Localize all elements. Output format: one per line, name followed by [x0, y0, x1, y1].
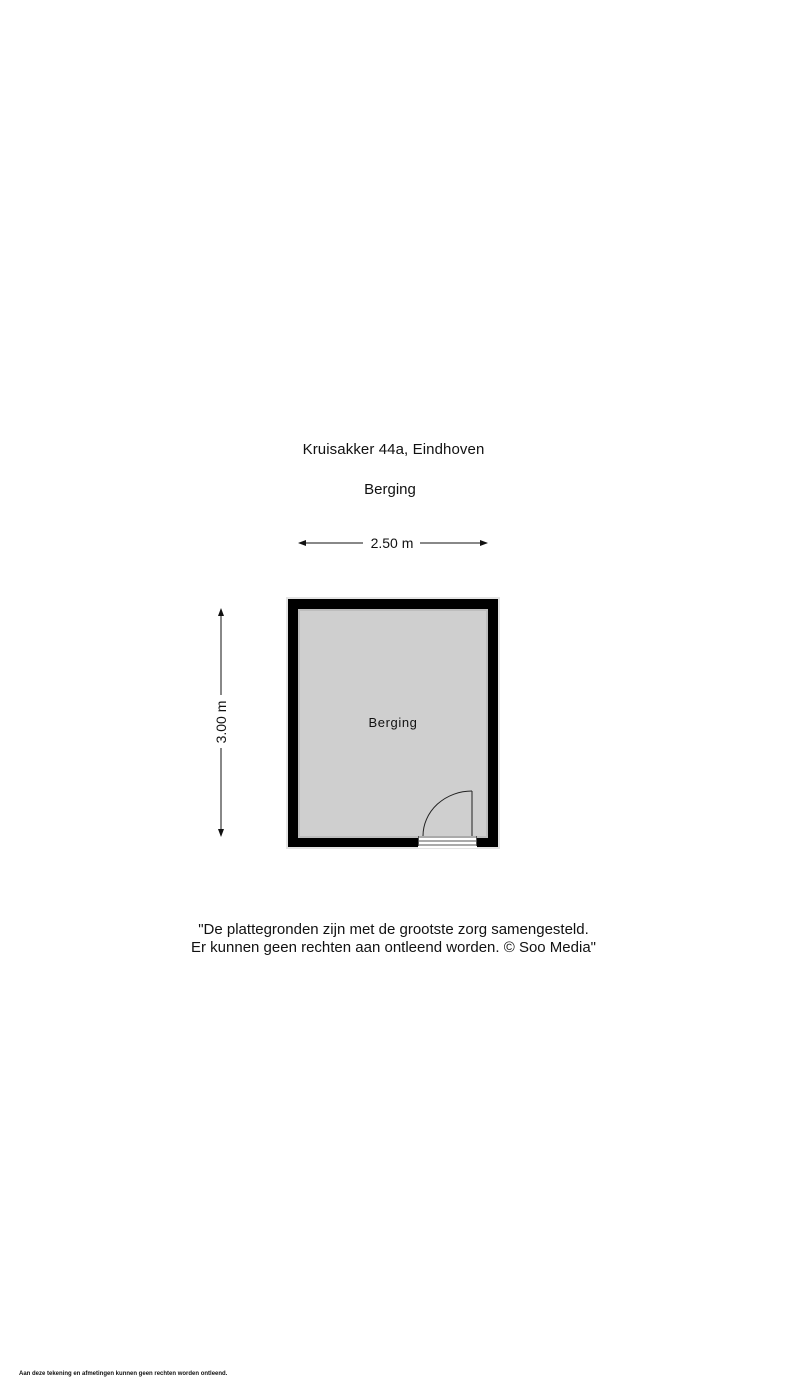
door-opening: [418, 836, 477, 848]
floor-title: Berging: [364, 481, 416, 498]
footer-note: Aan deze tekening en afmetingen kunnen geen rechten worden ontleend.: [19, 1371, 228, 1377]
room-label: Berging: [368, 715, 418, 730]
width-dimension: [299, 535, 487, 551]
disclaimer: [0, 921, 787, 957]
height-dimension: [213, 609, 229, 836]
disclaimer-line-2: Er kunnen geen rechten aan ontleend worden. © Soo Media": [191, 939, 596, 956]
disclaimer-line-1: "De plattegronden zijn met de grootste zorg samengesteld.: [198, 921, 589, 938]
room-berging: [286, 597, 500, 849]
width-dimension-label: 2.50 m: [370, 535, 414, 551]
property-address: Kruisakker 44a, Eindhoven: [302, 441, 485, 458]
height-dimension-label: 3.00 m: [213, 700, 229, 744]
